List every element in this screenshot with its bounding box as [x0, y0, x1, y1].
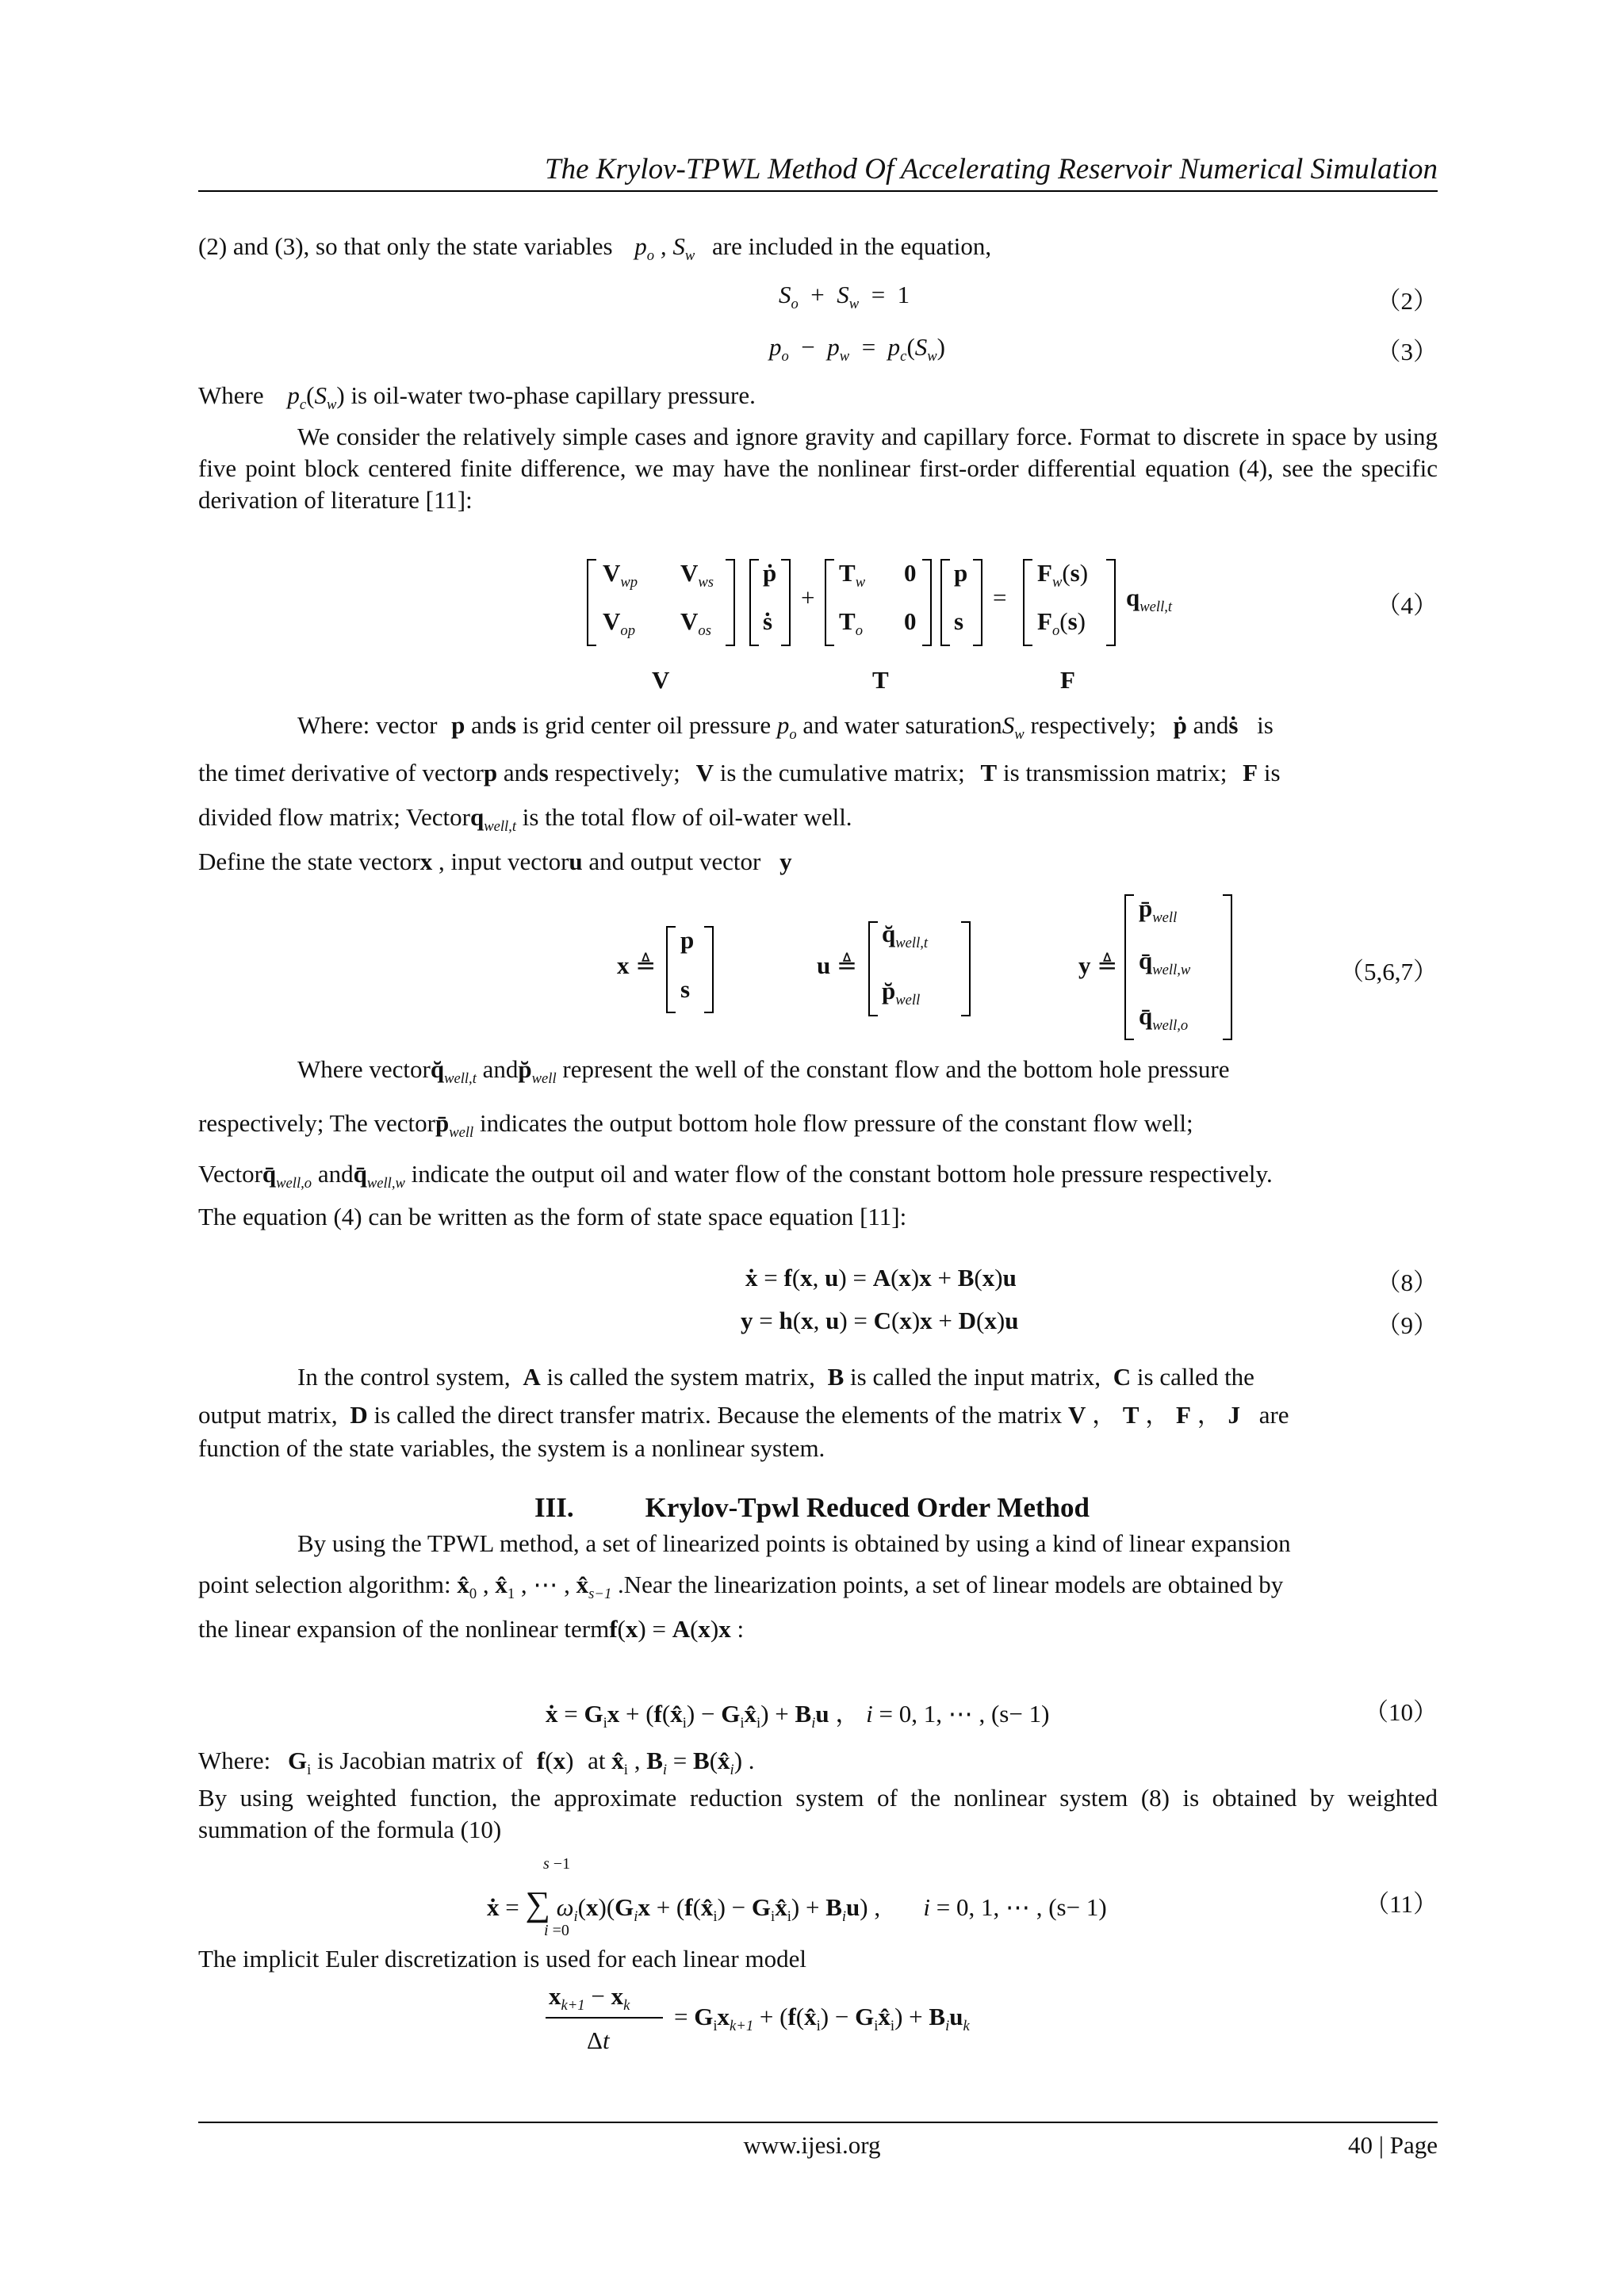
equation-number: （4）	[1376, 591, 1438, 619]
text-line: point selection algorithm: $x̂_0$ , $x̂_1$ , ⋯ , $x̂_{s-1}$ .Near the linearization points, a set of linear models are obtained by	[198, 1571, 1284, 1603]
equation-number: （11）	[1365, 1890, 1438, 1918]
document-page: The Krylov-TPWL Method Of Accelerating Reservoir Numerical Simulation (2) and (3), so that only the state variables $p_o$ , $S_w$ are included in the equation, $S_o + S_w = 1$ （2） $p_o - p_w = p_c(S_w)$ （3） Where $p_c(S_w)$ is oil-water two-phase capillary pressure. We consider the relatively simple cases and ignore gravity and capillary force. Format to discrete in space by using five point block centered finite difference, we may have the nonlinear first-order differential equation (4), see the specific derivation of literature [11]: $V_{wp}$ $V_{ws}$ $V_{op}$ $V_{os}$ ṗ ṡ + $T_w$ 0 $T_o$ 0 p s = $F_w(s)$ $F_o(s)$ $q_{well,t}$ V T F （4） Where: vector p ands is grid center oil pressure $p_o$ and water saturationS$_w$ respectively; ṗ andṡ is the timet derivative of vectorp ands respectively; V is the cumulative matrix; T is transmission matrix; F is divided flow matrix; Vectorq$_{well,t}$ is the total flow of oil-water well. Define the state vectorx , input vectoru and output vector y x ≜ p s u ≜ $q̆_{well,t}$ $p̆_{well}$ y ≜ $p̄_{well}$ $q̄_{well,w}$ $q̄_{well,o}$ （5,6,7） Where $vectorq̆_{well,t}$ $andp̆_{well}$ represent the well of the constant flow and the bottom hole pressure respectively; The $vectorp̄_{well}$ indicates the output bottom hole flow pressure of the constant flow well; $Vectorq̄_{well,o}$ $andq̄_{well,w}$ indicate the output oil and water flow of the constant bottom hole pressure respectively. The equation (4) can be written as the form of state space equation [11]: ẋ = f(x, u) = A(x)x + B(x)u （8） y = h(x, u) = C(x)x + D(x)u （9） In the control system, A is called the system matrix, B is called the input matrix, C is called the output matrix, D is called the direct transfer matrix. Because the elements of the matrix V ， T ， F ， J are function of the state variables, the system is a nonlinear system. III. Krylov-Tpwl Reduced Order Method By using the TPWL method, a set of linearized points is obtained by using a kind of linear expansion point selection algorithm: $x̂_0$ , $x̂_1$ , ⋯ , $x̂_{s-1}$ .Near the linearization points, a set of linear models are obtained by the linear expansion of the nonlinear termf(x) = A(x)x : ẋ = $G_ix$ + ($f(x̂_i)$ − $G_ix̂_i) + B_iu$ ， i = 0, 1, ⋯ , (s− 1) （10） Where: $G_i$ is Jacobian matrix of f(x) at $x̂_i$ , $B_i$ = $B(x̂_i)$ . By using weighted function, the approximate reduction system of the nonlinear system (8) is obtained by weighted summation of the formula (10) s −1 ẋ = ∑ $\omega_i(x)(G_ix$ + ($f(x̂_i)$ − $G_ix̂_i) + B_iu$) , i = 0, 1, ⋯ , (s− 1) i =0 （11） The implicit Euler discretization is used for each linear model $x_{k+1} - x_k$ Δt = $G_ix_{k+1}$ + ($f(x̂_i)$ − $G_ix̂_i) + B_iu_k$ www.ijesi.org 40 | Page	[0, 0, 1624, 2296]
equation-9: y = h(x, u) = C(x)x + D(x)u	[741, 1307, 1019, 1334]
text-line: The equation (4) can be written as the form of state space equation [11]:	[198, 1203, 907, 1230]
text-line: The implicit Euler discretization is used for each linear model	[198, 1945, 806, 1973]
text-line: Where: vector p ands is grid center oil pressure $p_o$ and water saturationS$_w$ respectively; ṗ andṡ is	[297, 711, 1274, 744]
text-line: Define the state vectorx , input vectoru and output vector y	[198, 848, 792, 875]
text-line: (2) and (3), so that only the state variables $p_o$ , $S_w$ are included in the equation,	[198, 232, 992, 265]
equation-8: ẋ = f(x, u) = A(x)x + B(x)u	[745, 1264, 1017, 1292]
text-line: respectively; The $vectorp̄_{well}$ indicates the output bottom hole flow pressure of the constant flow well;	[198, 1109, 1193, 1142]
equation-number: （2）	[1376, 287, 1438, 315]
footer-page-number: 40 | Page	[1348, 2131, 1438, 2159]
equation-3: $p_o - p_w = p_c(S_w)$	[769, 333, 945, 365]
footer-rule	[198, 2122, 1438, 2123]
text-line: In the control system, A is called the system matrix, B is called the input matrix, C is called the	[297, 1363, 1254, 1391]
paragraph: By using weighted function, the approximate reduction system of the nonlinear system (8) is obtained by weighted summation of the formula (10)	[198, 1784, 1438, 1843]
text-line: function of the state variables, the system is a nonlinear system.	[198, 1434, 825, 1462]
text-line: $Vectorq̄_{well,o}$ $andq̄_{well,w}$ indicate the output oil and water flow of the constant bottom hole pressure respectively.	[198, 1160, 1273, 1192]
header-rule	[198, 190, 1438, 192]
running-header-title: The Krylov-TPWL Method Of Accelerating Reservoir Numerical Simulation	[545, 153, 1438, 186]
equation-number: （9）	[1376, 1311, 1438, 1339]
equation-number: （10）	[1364, 1698, 1438, 1726]
equation-number: （3）	[1376, 338, 1438, 365]
text-line: divided flow matrix; Vectorq$_{well,t}$ is the total flow of oil-water well.	[198, 803, 852, 836]
equation-2: $S_o + S_w = 1$	[779, 281, 910, 313]
text-line: output matrix, D is called the direct transfer matrix. Because the elements of the matrix V ， T ， F ， J are	[198, 1401, 1289, 1429]
text-line: By using the TPWL method, a set of linearized points is obtained by using a kind of linear expansion	[297, 1529, 1291, 1557]
text-line: Where: $G_i$ is Jacobian matrix of f(x) at $x̂_i$ , $B_i$ = $B(x̂_i)$ .	[198, 1747, 755, 1779]
text-line: the linear expansion of the nonlinear termf(x) = A(x)x :	[198, 1615, 745, 1643]
equation-number: （8）	[1376, 1269, 1438, 1296]
text-line: Where $vectorq̆_{well,t}$ $andp̆_{well}$ represent the well of the constant flow and the bottom hole pressure	[297, 1055, 1230, 1088]
text-line: the timet derivative of vectorp ands respectively; V is the cumulative matrix; T is transmission matrix; F is	[198, 759, 1281, 786]
equation-number: （5,6,7）	[1339, 958, 1438, 985]
paragraph: We consider the relatively simple cases and ignore gravity and capillary force. Format to discrete in space by using five point block centered finite difference, we may have the nonlinear first-order differential equation (4), see the specific derivation of literature [11]:	[198, 423, 1438, 514]
equation-10: ẋ = $G_ix$ + ($f(x̂_i)$ − $G_ix̂_i) + B_iu$ ， i = 0, 1, ⋯ , (s− 1)	[546, 1700, 1050, 1732]
text-line: Where $p_c(S_w)$ is oil-water two-phase capillary pressure.	[198, 381, 756, 414]
section-heading: III. Krylov-Tpwl Reduced Order Method	[534, 1492, 1090, 1523]
footer-url: www.ijesi.org	[743, 2131, 881, 2159]
